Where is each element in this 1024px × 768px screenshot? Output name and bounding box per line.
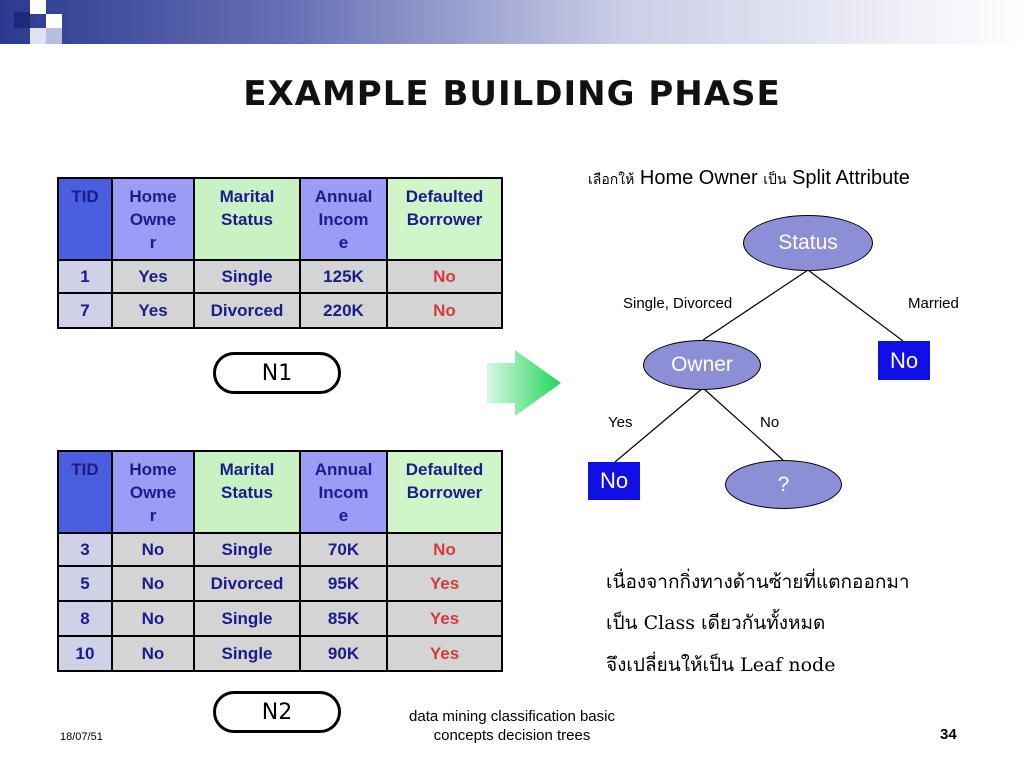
edge-label-no: No (760, 414, 780, 431)
note-line-1: เนื่องจากกิ่งทางด้านซ้ายที่แตกออกมา (606, 571, 910, 593)
cell-defaulted: Yes (387, 601, 502, 636)
header-defaulted-borrower: Defaulted Borrower (387, 178, 502, 260)
note-line-3: จึงเปลี่ยนให้เป็น Leaf node (606, 654, 836, 676)
cell-home-owner: No (112, 636, 194, 671)
node-label-n2: N2 (213, 691, 341, 733)
header-tid: TID (58, 178, 112, 260)
cell-marital-status: Divorced (194, 566, 300, 601)
node-label-n1: N1 (213, 352, 341, 394)
edge-label-married: Married (908, 295, 959, 312)
header-home-owner: Home Owne r (112, 178, 194, 260)
cell-tid: 7 (58, 293, 112, 328)
tree-node-status: Status (743, 215, 873, 271)
header-annual-income: Annual Incom e (300, 451, 387, 533)
cell-tid: 10 (58, 636, 112, 671)
cell-annual-income: 70K (300, 533, 387, 566)
tree-node-unknown: ? (725, 460, 842, 509)
slide-title: EXAMPLE BUILDING PHASE (243, 74, 781, 114)
footer-date: 18/07/51 (60, 731, 103, 743)
footer-center-text: data mining classification basic concepts decision trees (409, 708, 615, 744)
cell-home-owner: No (112, 566, 194, 601)
header-annual-income: Annual Incom e (300, 178, 387, 260)
cell-annual-income: 220K (300, 293, 387, 328)
cell-tid: 5 (58, 566, 112, 601)
note-line-2: เป็น Class เดียวกันทั้งหมด (606, 612, 826, 634)
edge-label-single-divorced: Single, Divorced (623, 295, 733, 312)
header-marital-status: Marital Status (194, 451, 300, 533)
cell-annual-income: 90K (300, 636, 387, 671)
header-home-owner: Home Owne r (112, 451, 194, 533)
tree-node-owner: Owner (643, 340, 761, 390)
header-marital-status: Marital Status (194, 178, 300, 260)
tree-leaf-no-married: No (878, 341, 930, 380)
cell-marital-status: Single (194, 533, 300, 566)
cell-annual-income: 95K (300, 566, 387, 601)
cell-marital-status: Single (194, 601, 300, 636)
cell-home-owner: Yes (112, 293, 194, 328)
split-attribute-caption: เลือกให้ Home Owner เป็น Split Attribute (588, 167, 910, 189)
header-defaulted-borrower: Defaulted Borrower (387, 451, 502, 533)
cell-marital-status: Divorced (194, 293, 300, 328)
cell-tid: 3 (58, 533, 112, 566)
cell-home-owner: No (112, 533, 194, 566)
cell-home-owner: Yes (112, 260, 194, 293)
tree-leaf-no-yes: No (588, 462, 640, 500)
cell-defaulted: No (387, 260, 502, 293)
page-number: 34 (940, 726, 957, 743)
cell-marital-status: Single (194, 260, 300, 293)
cell-annual-income: 85K (300, 601, 387, 636)
cell-defaulted: Yes (387, 566, 502, 601)
cell-annual-income: 125K (300, 260, 387, 293)
cell-defaulted: Yes (387, 636, 502, 671)
edge-label-yes: Yes (608, 414, 633, 431)
cell-defaulted: No (387, 533, 502, 566)
cell-tid: 8 (58, 601, 112, 636)
cell-defaulted: No (387, 293, 502, 328)
cell-home-owner: No (112, 601, 194, 636)
header-tid: TID (58, 451, 112, 533)
cell-marital-status: Single (194, 636, 300, 671)
cell-tid: 1 (58, 260, 112, 293)
